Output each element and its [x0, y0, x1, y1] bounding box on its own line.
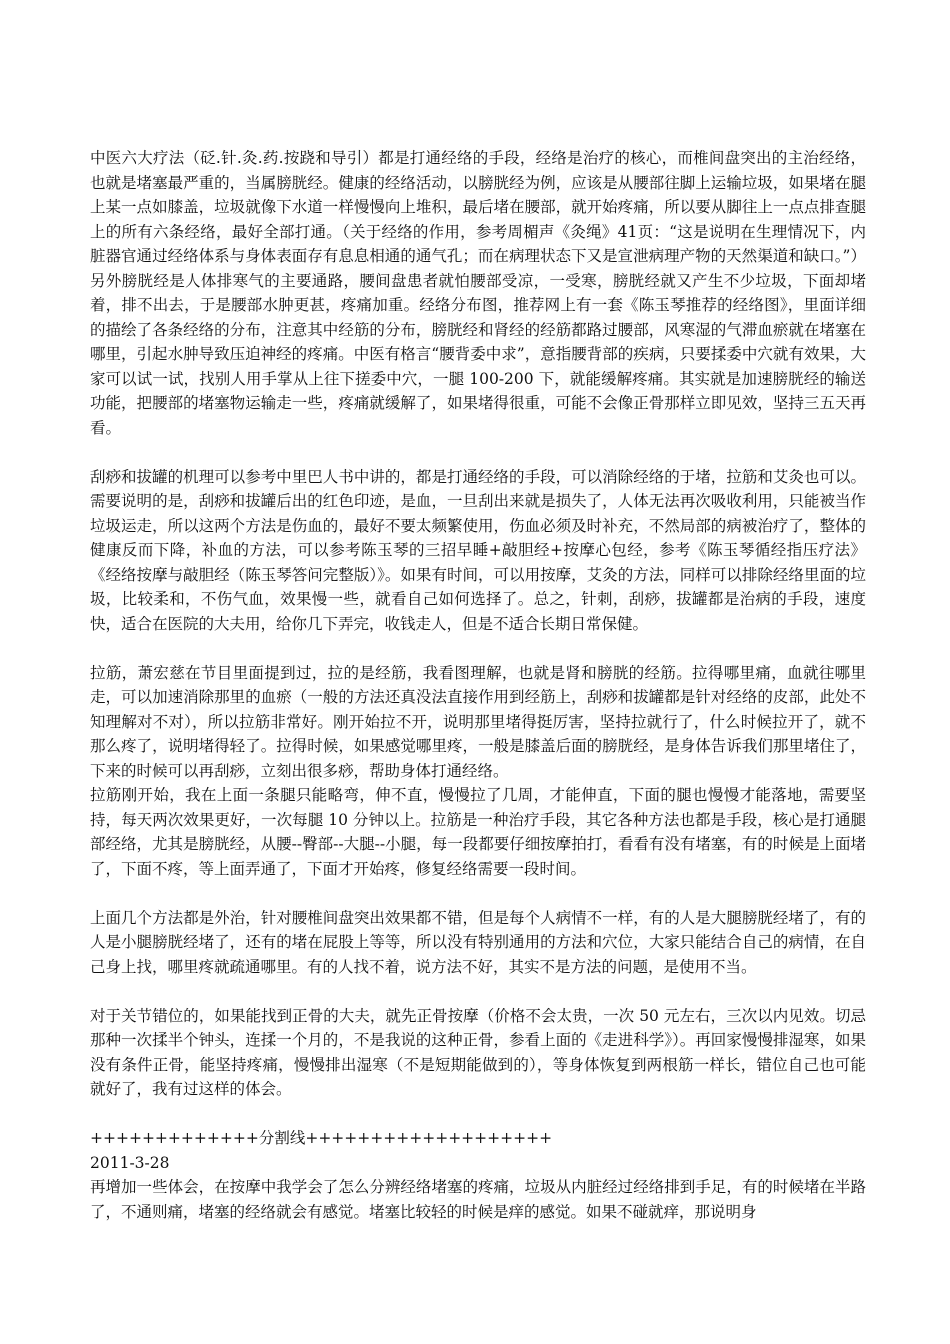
paragraph-external-treatments: 上面几个方法都是外治，针对腰椎间盘突出效果都不错，但是每个人病情不一样，有的人是大腿膀胱经堵了，有的人是小腿膀胱经堵了，还有的堵在屁股上等等，所以没有特别通用的方法和穴位，大家只能结合自己的病情，在自己身上找，哪里疼就疏通哪里。有的人找不着，说方法不好，其实不是方法的问题，是使用不当。 [90, 908, 866, 976]
paragraph-joint-dislocation: 对于关节错位的，如果能找到正骨的大夫，就先正骨按摩（价格不会太贵，一次 50 元左右，三次以内见效。切忌那种一次揉半个钟头，连揉一个月的，不是我说的这种正骨，参看上面的《走进科学》）。再回家慢慢排湿寒，如果没有条件正骨，能坚持疼痛，慢慢排出湿寒（不是短期能做到的），等身体恢复到两根筋一样长，错位自己也可能就好了，我有过这样的体会。 [90, 1006, 866, 1098]
paragraph-stretching: 拉筋，萧宏慈在节目里面提到过，拉的是经筋，我看图理解，也就是肾和膀胱的经筋。拉得哪里痛，血就往哪里走，可以加速消除那里的血瘀（一般的方法还真没法直接作用到经筋上，刮痧和拔罐都是针对经络的皮部，此处不知理解对不对），所以拉筋非常好。刚开始拉不开，说明那里堵得挺厉害，坚持拉就行了，什么时候拉开了，就不那么疼了，说明堵得轻了。拉得时候，如果感觉哪里疼，一般是膝盖后面的膀胱经，是身体告诉我们那里堵住了，下来的时候可以再刮痧，立刻出很多痧，帮助身体打通经络。 [90, 663, 866, 780]
paragraph-meridian-overview: 中医六大疗法（砭.针.灸.药.按跷和导引）都是打通经络的手段，经络是治疗的核心，而椎间盘突出的主治经络，也就是堵塞最严重的，当属膀胱经。健康的经络活动，以膀胱经为例，应该是从腰部往脚上运输垃圾，如果堵在腿上某一点如膝盖，垃圾就像下水道一样慢慢向上堆积，最后堵在腰部，就开始疼痛，所以要从脚往上一点点排查腿上的所有六条经络，最好全部打通。（关于经络的作用，参考周楣声《灸绳》41页：“这是说明在生理情况下，内脏器官通过经络体系与身体表面存有息息相通的通气孔；而在病理状态下又是宣泄病理产物的天然渠道和缺口。”）另外膀胱经是人体排寒气的主要通路，腰间盘患者就怕腰部受凉，一受寒，膀胱经就又产生不少垃圾，下面却堵着，排不出去，于是腰部水肿更甚，疼痛加重。经络分布图，推荐网上有一套《陈玉琴推荐的经络图》，里面详细的描绘了各条经络的分布，注意其中经筋的分布，膀胱经和肾经的经筋都路过腰部，风寒湿的气滞血瘀就在堵塞在哪里，引起水肿导致压迫神经的疼痛。中医有格言“腰背委中求”，意指腰背部的疾病，只要揉委中穴就有效果，大家可以试一试，找别人用手掌从上往下搓委中穴，一腿 100-200 下，就能缓解疼痛。其实就是加速膀胱经的输送功能，把腰部的堵塞物运输走一些，疼痛就缓解了，如果堵得很重，可能不会像正骨那样立即见效，坚持三五天再看。 [90, 149, 866, 437]
section-separator: +++++++++++++分割线+++++++++++++++++++ [90, 1129, 553, 1147]
document-body [90, 146, 866, 1224]
entry-date: 2011-3-28 [90, 1153, 170, 1172]
paragraph-stretching-experience: 拉筋刚开始，我在上面一条腿只能略弯，伸不直，慢慢拉了几周，才能伸直，下面的腿也慢慢才能落地，需要坚持，每天两次效果更好，一次每腿 10 分钟以上。拉筋是一种治疗手段，其它各种方法也都是手段，核心是打通腿部经络，尤其是膀胱经，从腰--臀部--大腿--小腿，每一段都要仔细按摩拍打，看看有没有堵塞，有的时候是上面堵了，下面不疼，等上面弄通了，下面才开始疼，修复经络需要一段时间。 [90, 786, 866, 878]
paragraph-gua-sha-cupping: 刮痧和拔罐的机理可以参考中里巴人书中讲的，都是打通经络的手段，可以消除经络的于堵，拉筋和艾灸也可以。需要说明的是，刮痧和拔罐后出的红色印迹，是血，一旦刮出来就是损失了，人体无法再次吸收利用，只能被当作垃圾运走，所以这两个方法是伤血的，最好不要太频繁使用，伤血必须及时补充，不然局部的病被治疗了，整体的健康反而下降，补血的方法，可以参考陈玉琴的三招早睡+敲胆经+按摩心包经，参考《陈玉琴循经指压疗法》《经络按摩与敲胆经（陈玉琴答问完整版）》。如果有时间，可以用按摩，艾灸的方法，同样可以排除经络里面的垃圾，比较柔和，不伤气血，效果慢一些，就看自己如何选择了。总之，针刺，刮痧，拔罐都是治病的手段，速度快，适合在医院的大夫用，给你几下弄完，收钱走人，但是不适合长期日常保健。 [90, 467, 866, 633]
paragraph-additional-experience: 再增加一些体会，在按摩中我学会了怎么分辨经络堵塞的疼痛，垃圾从内脏经过经络排到手足，有的时候堵在半路了，不通则痛，堵塞的经络就会有感觉。堵塞比较轻的时候是痒的感觉。如果不碰就痒，那说明身 [90, 1178, 866, 1221]
